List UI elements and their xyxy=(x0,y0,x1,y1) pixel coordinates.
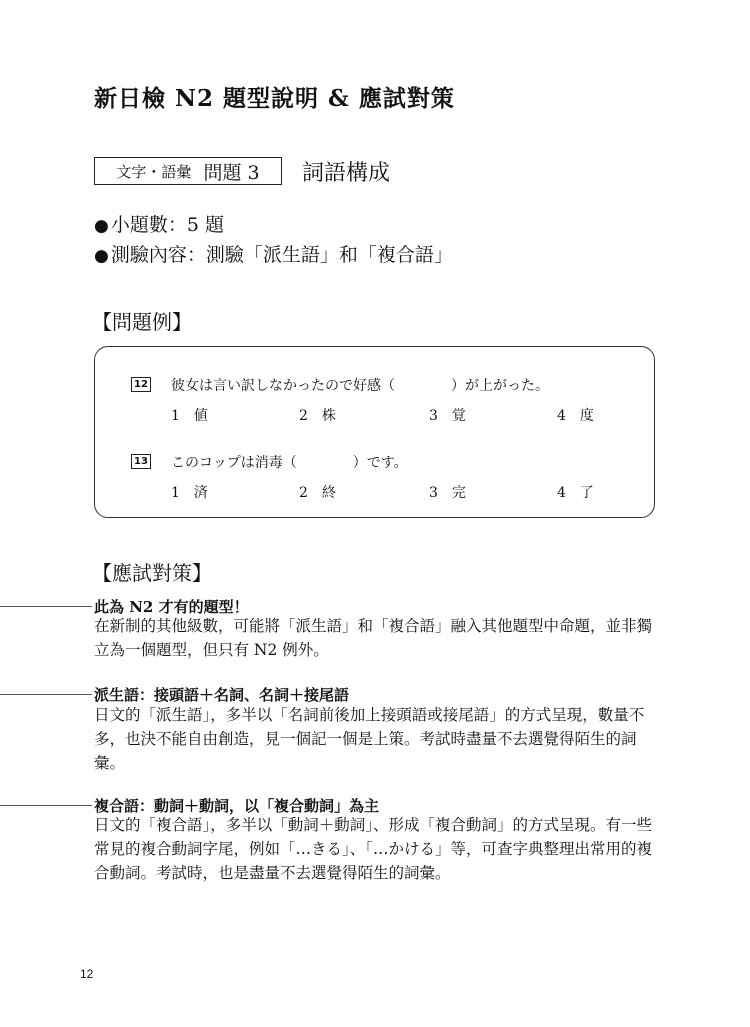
option-number: 2 xyxy=(299,485,308,501)
option-text: 了 xyxy=(579,485,594,501)
question-text: 彼女は言い訳しなかったので好感（ ）が上がった。 xyxy=(171,378,549,394)
info-content-text: 測驗內容：測驗「派生語」和「複合語」 xyxy=(110,244,453,266)
option-number: 2 xyxy=(299,408,308,424)
tip-divider xyxy=(0,606,92,607)
option xyxy=(299,405,336,425)
option-number: 3 xyxy=(429,485,438,501)
option xyxy=(171,482,208,502)
tip-heading: 派生語：接頭語＋名詞、名詞＋接尾語 xyxy=(94,686,350,704)
option-number: 1 xyxy=(171,485,180,501)
tip-divider xyxy=(0,805,92,806)
page-number: 12 xyxy=(80,967,94,981)
tip-heading: 此為 N2 才有的題型！ xyxy=(94,598,249,616)
option-text: 覚 xyxy=(451,408,466,424)
info-test-content xyxy=(94,240,453,267)
info-question-count xyxy=(94,210,224,237)
option xyxy=(429,482,466,502)
question-number: 13 xyxy=(131,454,151,469)
page-title: 新日檢 N2 題型說明 & 應試對策 xyxy=(94,85,455,112)
option xyxy=(557,405,594,425)
option-text: 終 xyxy=(321,485,336,501)
option-text: 完 xyxy=(451,485,466,501)
option xyxy=(299,482,336,502)
section-number: 問題 3 xyxy=(203,161,260,184)
option-number: 1 xyxy=(171,408,180,424)
tip-body: 日文的「複合語」，多半以「動詞＋動詞」、形成「複合動詞」的方式呈現。有一些常見的複合動詞字尾，例如「…きる」、「…かける」等，可查字典整理出常用的複合動詞。考試時，也是盡量不去選覺得陌生的詞彙。 xyxy=(94,816,653,882)
option-text: 度 xyxy=(579,408,594,424)
section-label-box xyxy=(94,157,282,185)
option-text: 株 xyxy=(321,408,336,424)
option-text: 値 xyxy=(193,408,208,424)
tip-divider xyxy=(0,694,92,695)
info-count-text: 小題數：5 題 xyxy=(110,214,224,236)
strategy-heading: 【應試對策】 xyxy=(92,561,212,585)
example-box xyxy=(94,346,655,518)
option-text: 済 xyxy=(193,485,208,501)
example-heading: 【問題例】 xyxy=(92,310,192,334)
option-number: 4 xyxy=(557,408,566,424)
tip-heading: 複合語：動詞＋動詞，以「複合動詞」為主 xyxy=(94,797,380,815)
tip-body: 日文的「派生語」，多半以「名詞前後加上接頭語或接尾語」的方式呈現，數量不多，也決不能自由創造，見一個記一個是上策。考試時盡量不去選覺得陌生的詞彙。 xyxy=(94,706,645,772)
option xyxy=(557,482,594,502)
bullet-icon: ● xyxy=(94,216,109,236)
bullet-icon: ● xyxy=(94,246,109,266)
option xyxy=(171,405,208,425)
section-heading: 詞語構成 xyxy=(302,161,391,186)
tip-body: 在新制的其他級數，可能將「派生語」和「複合語」融入其他題型中命題，並非獨立為一個題型，但只有 N2 例外。 xyxy=(94,617,653,659)
question-text: このコップは消毒（ ）です。 xyxy=(171,455,408,471)
section-category: 文字・語彙 xyxy=(116,162,192,181)
option xyxy=(429,405,466,425)
option-number: 3 xyxy=(429,408,438,424)
question-number: 12 xyxy=(131,377,151,392)
option-number: 4 xyxy=(557,485,566,501)
